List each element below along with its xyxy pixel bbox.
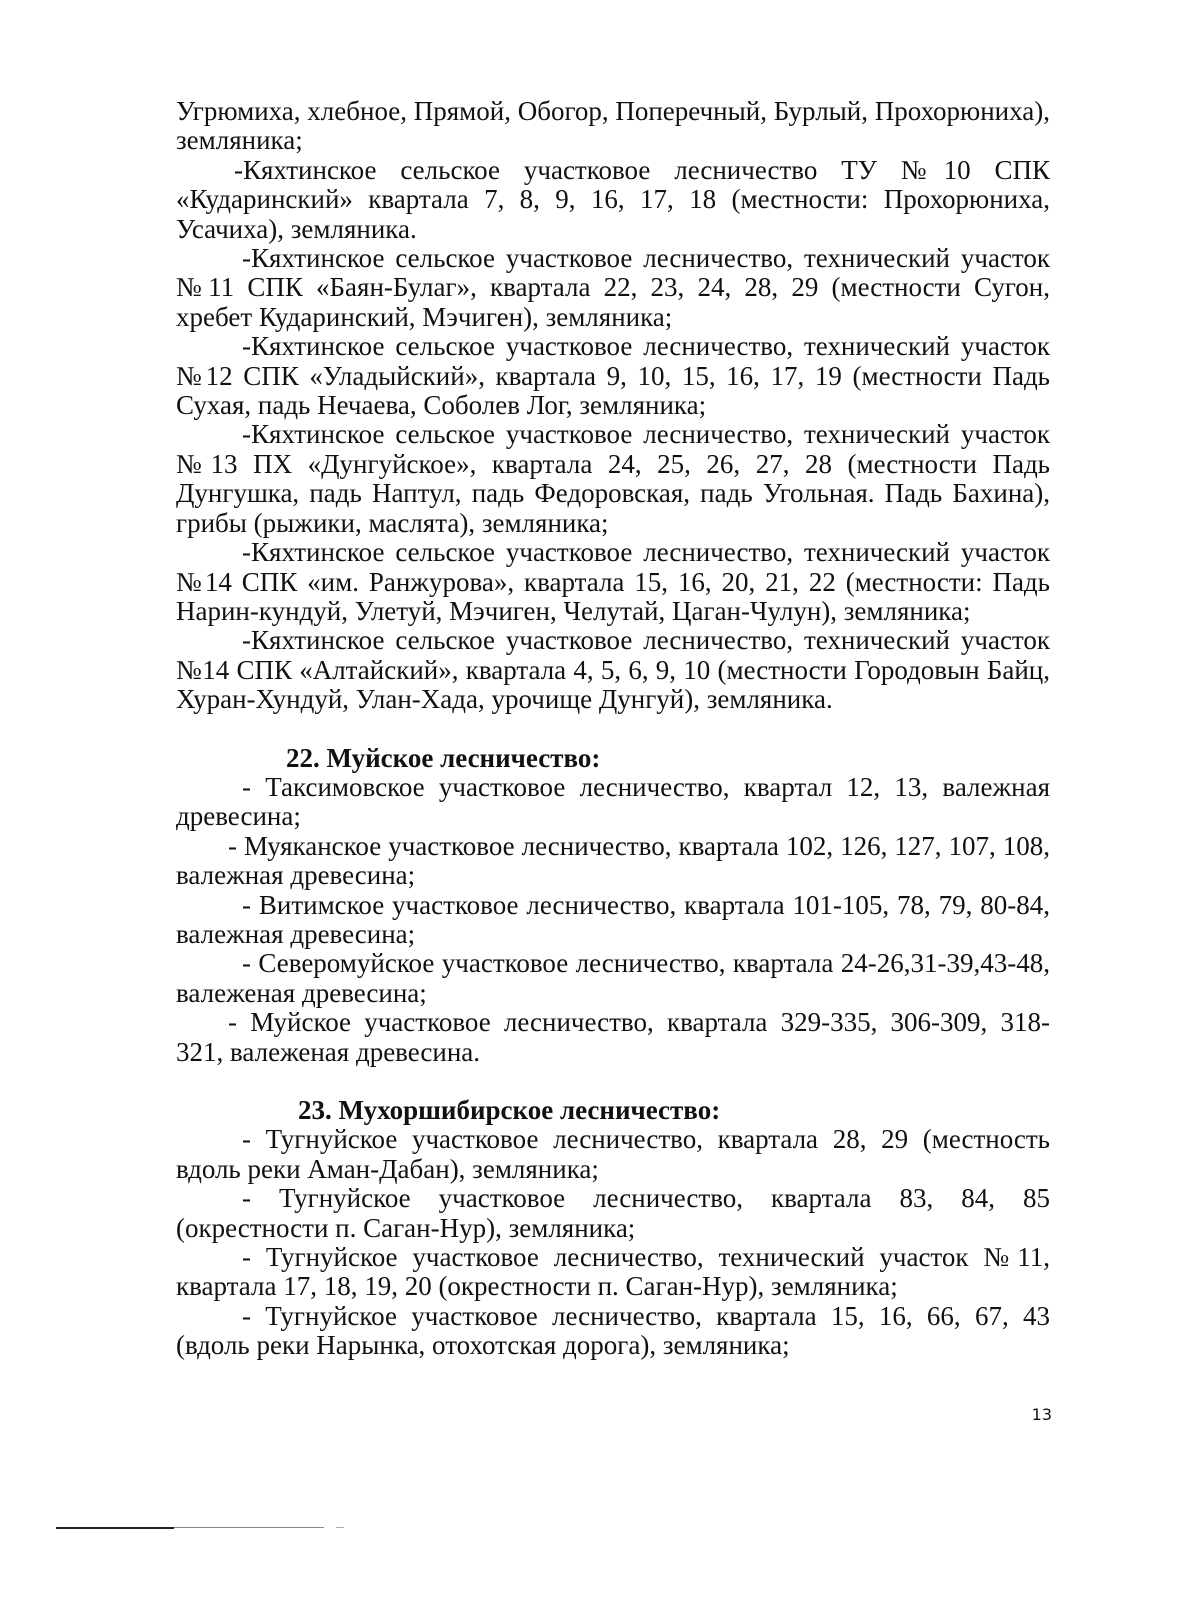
intro-paragraph: -Кяхтинское сельское участковое лесничество, технический участок №11 СПК «Баян-Булаг», квартала 22, 23, 24, 28, 29 (местности Сугон, хребет Кударинский, Мэчиген), земляника; [176, 243, 1050, 332]
section-22-paragraph: - Муйское участковое лесничество, квартала 329-335, 306-309, 318-321, валеженая древесина. [176, 1007, 1050, 1067]
section-23-paragraph: - Тугнуйское участковое лесничество, технический участок №11, квартала 17, 18, 19, 20 (окрестности п. Саган-Нур), земляника; [176, 1242, 1050, 1302]
section-22-paragraph: - Муяканское участковое лесничество, квартала 102, 126, 127, 107, 108, валежная древесина; [176, 830, 1050, 891]
section-23-paragraph: - Тугнуйское участковое лесничество, квартала 28, 29 (местность вдоль реки Аман-Дабан), земляника; [176, 1124, 1050, 1184]
document-body [176, 97, 1050, 1361]
intro-paragraph: Угрюмиха, хлебное, Прямой, Обогор, Поперечный, Бурлый, Прохорюниха), земляника; [176, 96, 1050, 156]
intro-paragraph: -Кяхтинское сельское участковое лесничество, технический участок №13 ПХ «Дунгуйское», квартала 24, 25, 26, 27, 28 (местности Падь Дунгушка, падь Наптул, падь Федоровская, падь Угольная. Падь Бахина), грибы (рыжики, маслята), земляника; [176, 419, 1050, 538]
section-23-paragraph: - Тугнуйское участковое лесничество, квартала 83, 84, 85 (окрестности п. Саган-Нур), земляника; [176, 1183, 1050, 1243]
section-22-paragraph: - Таксимовское участковое лесничество, квартал 12, 13, валежная древесина; [176, 771, 1050, 832]
paragraph-gap [176, 1067, 1050, 1096]
paragraph-gap [176, 715, 1050, 744]
scan-line-faint [174, 1527, 324, 1528]
section-heading-22: 22. Муйское лесничество: [286, 742, 601, 773]
section-22-paragraph: - Северомуйское участковое лесничество, квартала 24-26,31-39,43-48, валеженая древесина; [176, 948, 1050, 1008]
section-22-paragraph: - Витимское участковое лесничество, квартала 101-105, 78, 79, 80-84, валежная древесина; [176, 889, 1050, 949]
section-heading-23: 23. Мухоршибирское лесничество: [298, 1095, 721, 1125]
intro-paragraph: -Кяхтинское сельское участковое лесничество, технический участок №14 СПК «Алтайский», квартала 4, 5, 6, 9, 10 (местности Городовын Байц, Хуран-Хундуй, Улан-Хада, урочище Дунгуй), земляника. [176, 625, 1050, 715]
page-number: 13 [1031, 1405, 1052, 1424]
intro-paragraph: -Кяхтинское сельское участковое лесничество, технический участок №14 СПК «им. Ранжурова», квартала 15, 16, 20, 21, 22 (местности: Падь Нарин-кундуй, Улетуй, Мэчиген, Челутай, Цаган-Чулун), земляника; [176, 537, 1050, 626]
scan-line-dot [336, 1527, 344, 1528]
scan-line-solid [56, 1527, 174, 1529]
section-23-paragraph: - Тугнуйское участковое лесничество, квартала 15, 16, 66, 67, 43 (вдоль реки Нарынка, отохотская дорога), земляника; [176, 1300, 1050, 1361]
intro-paragraph: -Кяхтинское сельское участковое лесничество ТУ №10 СПК «Кударинский» квартала 7, 8, 9, 16, 17, 18 (местности: Прохорюниха, Усачиха), земляника. [176, 154, 1050, 244]
intro-paragraph: -Кяхтинское сельское участковое лесничество, технический участок №12 СПК «Уладыйский», квартала 9, 10, 15, 16, 17, 19 (местности Падь Сухая, падь Нечаева, Соболев Лог, земляника; [176, 331, 1050, 421]
